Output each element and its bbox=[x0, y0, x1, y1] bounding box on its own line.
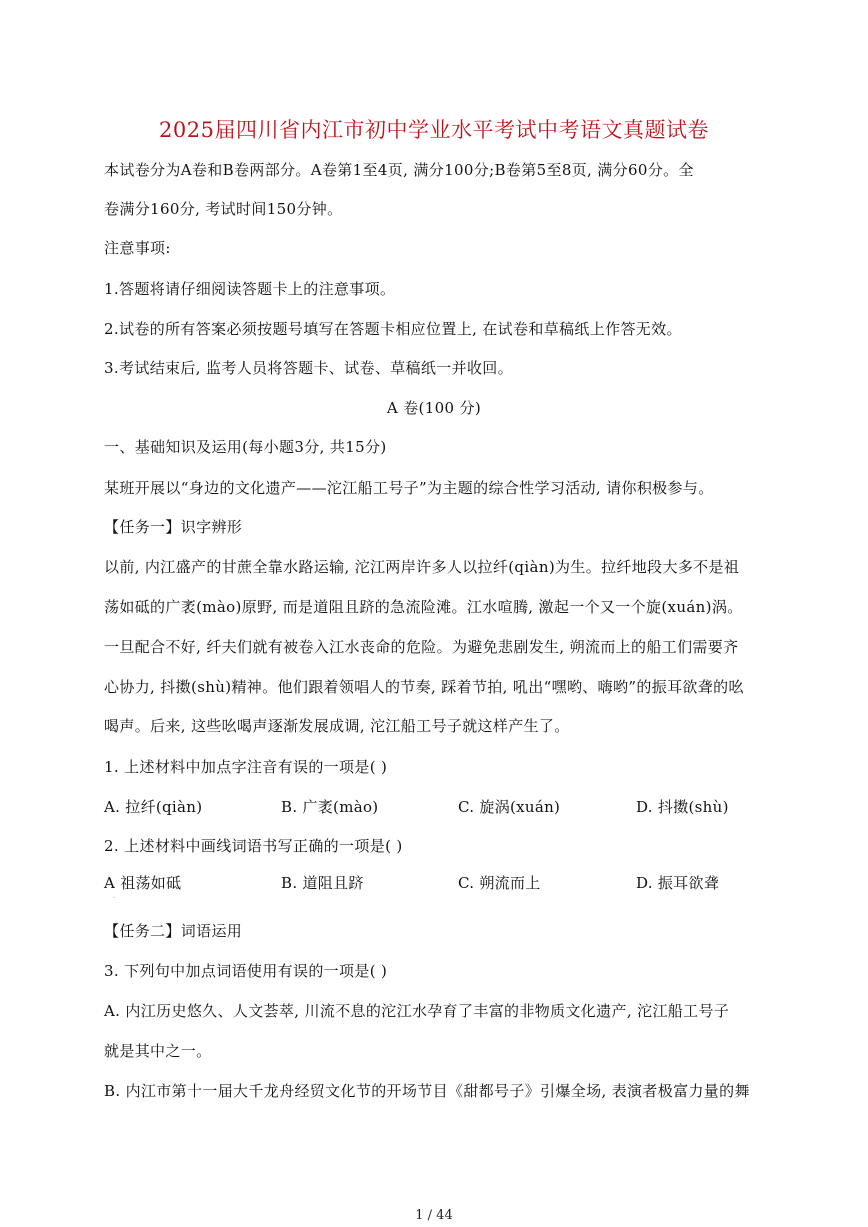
activity-intro: 某班开展以“身边的文化遗产——沱江船工号子”为主题的综合性学习活动, 请你积极参与。 bbox=[104, 479, 714, 497]
q1-stem: 1. 上述材料中加点字注音有误的一项是( ) bbox=[104, 758, 388, 776]
q1-option-a: A. 拉纤(qiàn) bbox=[104, 798, 203, 816]
note-2: 2.试卷的所有答案必须按题号填写在答题卡相应位置上, 在试卷和草稿纸上作答无效。 bbox=[104, 320, 682, 338]
passage-line-3: 一旦配合不好, 纤夫们就有被卷入江水丧命的危险。为避免悲剧发生, 朔流而上的船工们需要齐 bbox=[104, 638, 739, 656]
q1-option-d: D. 抖擞(shù) bbox=[636, 798, 729, 816]
intro-line-2: 卷满分160分, 考试时间150分钟。 bbox=[104, 200, 343, 218]
q3-option-b-line-1: B. 内江市第十一届大千龙舟经贸文化节的开场节目《甜都号子》引爆全场, 表演者极富力量的舞 bbox=[104, 1082, 750, 1100]
q2-option-d: D. 振耳欲聋 bbox=[636, 874, 720, 892]
task2-heading: 【任务二】词语运用 bbox=[104, 922, 243, 940]
passage-line-1: 以前, 内江盛产的甘蔗全靠水路运输, 沱江两岸许多人以拉纤(qiàn)为生。拉纤地段大多不是祖 bbox=[104, 558, 740, 576]
intro-line-1: 本试卷分为A卷和B卷两部分。A卷第1至4页, 满分100分;B卷第5至8页, 满分60分。全 bbox=[104, 161, 694, 179]
task1-heading: 【任务一】识字辨形 bbox=[104, 518, 243, 536]
q2-option-a: A 祖荡如砥 bbox=[104, 874, 182, 892]
note-3: 3.考试结束后, 监考人员将答题卡、试卷、草稿纸一并收回。 bbox=[104, 359, 514, 377]
section-a-heading: A 卷(100 分) bbox=[386, 399, 482, 417]
notes-heading: 注意事项: bbox=[104, 239, 171, 257]
q2-stem: 2. 上述材料中画线词语书写正确的一项是( ) bbox=[104, 837, 403, 855]
stray-dot: · bbox=[113, 895, 115, 902]
part1-heading: 一、基础知识及运用(每小题3分, 共15分) bbox=[104, 438, 387, 456]
note-1: 1.答题将请仔细阅读答题卡上的注意事项。 bbox=[104, 280, 396, 298]
passage-line-4: 心协力, 抖擞(shù)精神。他们跟着领唱人的节奏, 踩着节拍, 吼出“嘿哟、嗨哟”的振耳欲聋的吆 bbox=[104, 678, 744, 696]
q2-option-c: C. 朔流而上 bbox=[458, 874, 541, 892]
q3-stem: 3. 下列句中加点词语使用有误的一项是( ) bbox=[104, 962, 388, 980]
q2-option-b: B. 道阻且跻 bbox=[281, 874, 364, 892]
passage-line-5: 喝声。后来, 这些吆喝声逐渐发展成调, 沱江船工号子就这样产生了。 bbox=[104, 717, 570, 735]
exam-title: 2025届四川省内江市初中学业水平考试中考语文真题试卷 bbox=[159, 118, 709, 142]
passage-line-2: 荡如砥的广袤(mào)原野, 而是道阻且跻的急流险滩。江水喧腾, 激起一个又一个旋(xuán)涡。 bbox=[104, 598, 743, 616]
q3-option-a-line-2: 就是其中之一。 bbox=[104, 1042, 212, 1060]
page-number: 1 / 44 bbox=[415, 1208, 453, 1223]
q1-option-b: B. 广袤(mào) bbox=[281, 798, 379, 816]
q1-option-c: C. 旋涡(xuán) bbox=[458, 798, 561, 816]
q3-option-a-line-1: A. 内江历史悠久、人文荟萃, 川流不息的沱江水孕育了丰富的非物质文化遗产, 沱江船工号子 bbox=[104, 1002, 730, 1020]
